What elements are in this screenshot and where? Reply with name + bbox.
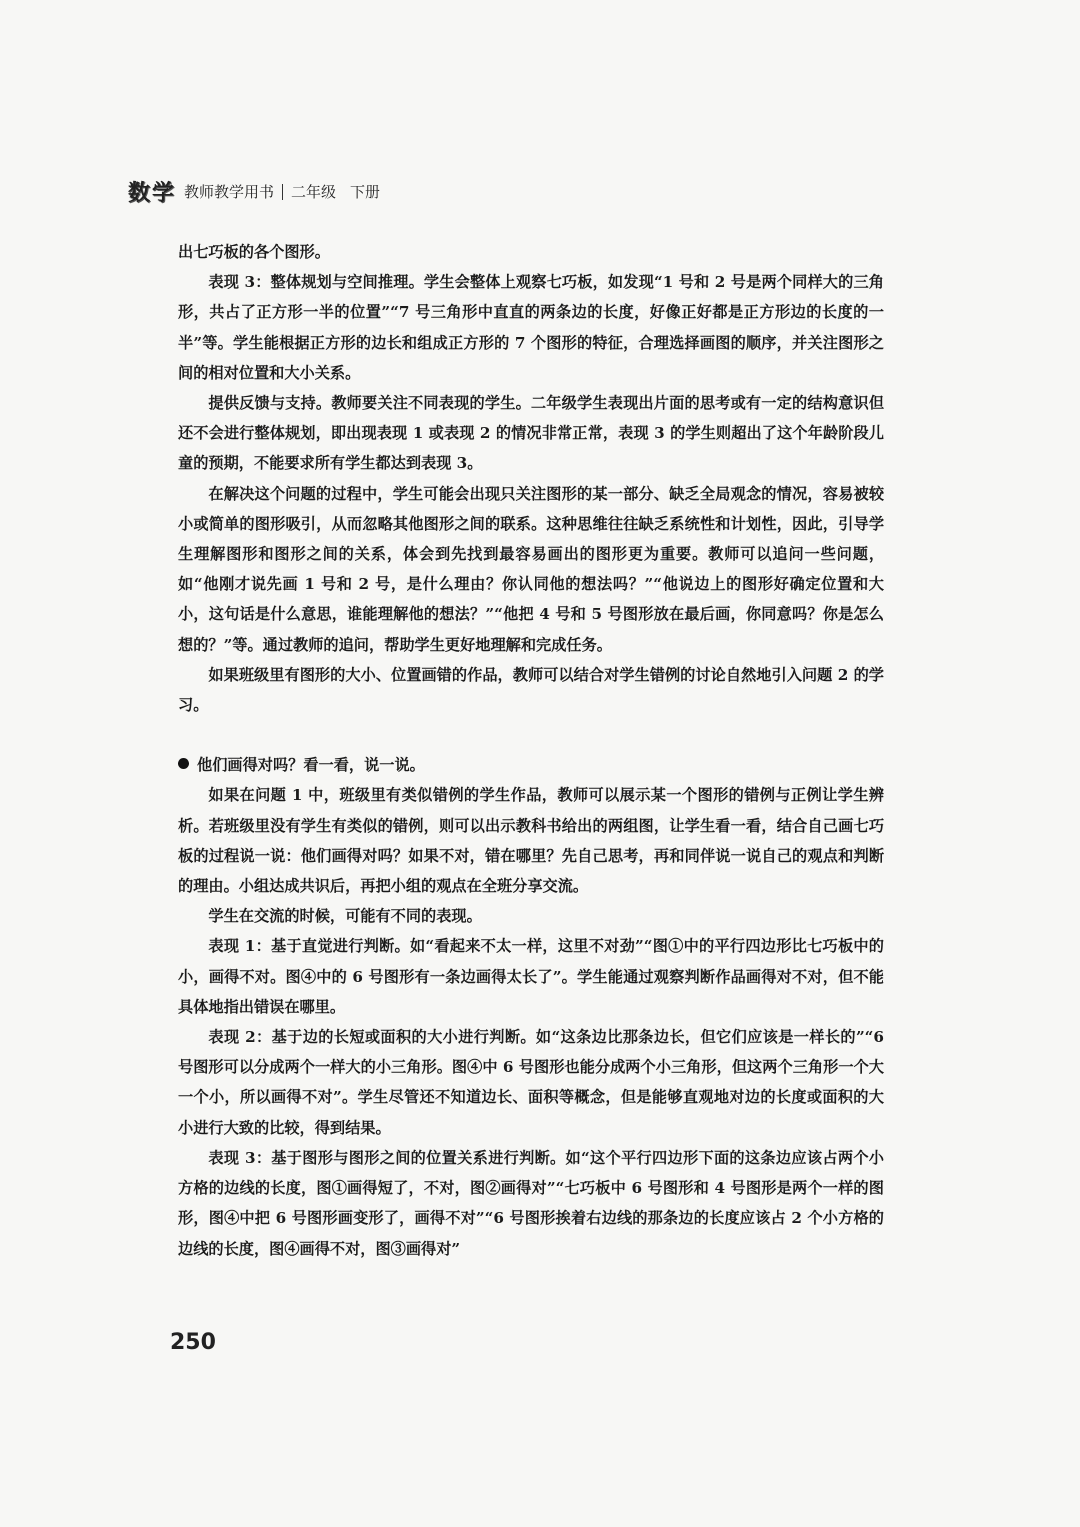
page-body — [178, 237, 884, 1264]
subject-logo: 数学 — [128, 176, 176, 207]
paragraph: 如果班级里有图形的大小、位置画错的作品，教师可以结合对学生错例的讨论自然地引入问题 2 的学习。 — [178, 665, 884, 715]
paragraph: 表现 3：基于图形与图形之间的位置关系进行判断。如“这个平行四边形下面的这条边应该占两个小方格的边线的长度，图①画得短了，不对，图②画得对”“七巧板中 6 号图形和 4 号图形是两个一样的图形，图④中把 6 号图形画变形了，画得不对”“6 号图形挨着右边线的那条边的长度应该占 2 个小方格的边线的长度，图④画得不对，图③画得对” — [178, 1148, 884, 1258]
paragraph: 如果在问题 1 中，班级里有类似错例的学生作品，教师可以展示某一个图形的错例与正例让学生辨析。若班级里没有学生有类似的错例，则可以出示教科书给出的两组图，让学生看一看，结合自己画七巧板的过程说一说：他们画得对吗？如果不对，错在哪里？先自己思考，再和同伴说一说自己的观点和判断的理由。小组达成共识后，再把小组的观点在全班分享交流。 — [178, 786, 884, 896]
bullet-icon — [178, 758, 189, 769]
paragraph: 表现 1：基于直觉进行判断。如“看起来不太一样，这里不对劲”“图①中的平行四边形比七巧板中的小，画得不对。图④中的 6 号图形有一条边画得太长了”。学生能通过观察判断作品画得对不对，但不能具体地指出错误在哪里。 — [178, 937, 884, 1016]
section-heading-text: 他们画得对吗？看一看，说一说。 — [197, 756, 425, 775]
term-label: 下册 — [350, 183, 381, 201]
page-header — [128, 176, 380, 207]
page-number: 250 — [170, 1330, 216, 1355]
paragraph: 提供反馈与支持。教师要关注不同表现的学生。二年级学生表现出片面的思考或有一定的结构意识但还不会进行整体规划，即出现表现 1 或表现 2 的情况非常正常，表现 3 的学生则超出了这个年龄阶段儿童的预期，不能要求所有学生都达到表现 3。 — [178, 394, 884, 473]
section-heading — [178, 750, 884, 780]
paragraph: 表现 3：整体规划与空间推理。学生会整体上观察七巧板，如发现“1 号和 2 号是两个同样大的三角形，共占了正方形一半的位置”“7 号三角形中直直的两条边的长度，好像正好都是正方形边的长度的一半”等。学生能根据正方形的边长和组成正方形的 7 个图形的特征，合理选择画图的顺序，并关注图形之间的相对位置和大小关系。 — [178, 273, 884, 382]
paragraph: 学生在交流的时候，可能有不同的表现。 — [208, 907, 482, 926]
paragraph: 在解决这个问题的过程中，学生可能会出现只关注图形的某一部分、缺乏全局观念的情况，容易被较小或简单的图形吸引，从而忽略其他图形之间的联系。这种思维往往缺乏系统性和计划性，因此，引导学生理解图形和图形之间的关系，体会到先找到最容易画出的图形更为重要。教师可以追问一些问题，如“他刚才说先画 1 号和 2 号，是什么理由？你认同他的想法吗？”“他说边上的图形好确定位置和大小，这句话是什么意思，谁能理解他的想法？”“他把 4 号和 5 号图形放在最后画，你同意吗？你是怎么想的？”等。通过教师的追问，帮助学生更好地理解和完成任务。 — [178, 484, 884, 654]
grade-label: 二年级 — [291, 183, 337, 201]
header-divider — [282, 184, 283, 200]
paragraph: 出七巧板的各个图形。 — [178, 243, 330, 261]
book-title: 教师教学用书 — [184, 183, 275, 201]
paragraph: 表现 2：基于边的长短或面积的大小进行判断。如“这条边比那条边长，但它们应该是一样长的”“6 号图形可以分成两个一样大的小三角形。图④中 6 号图形也能分成两个小三角形，但这两个三角形一个大一个小，所以画得不对”。学生尽管还不知道边长、面积等概念，但是能够直观地对边的长度或面积的大小进行大致的比较，得到结果。 — [178, 1028, 884, 1137]
